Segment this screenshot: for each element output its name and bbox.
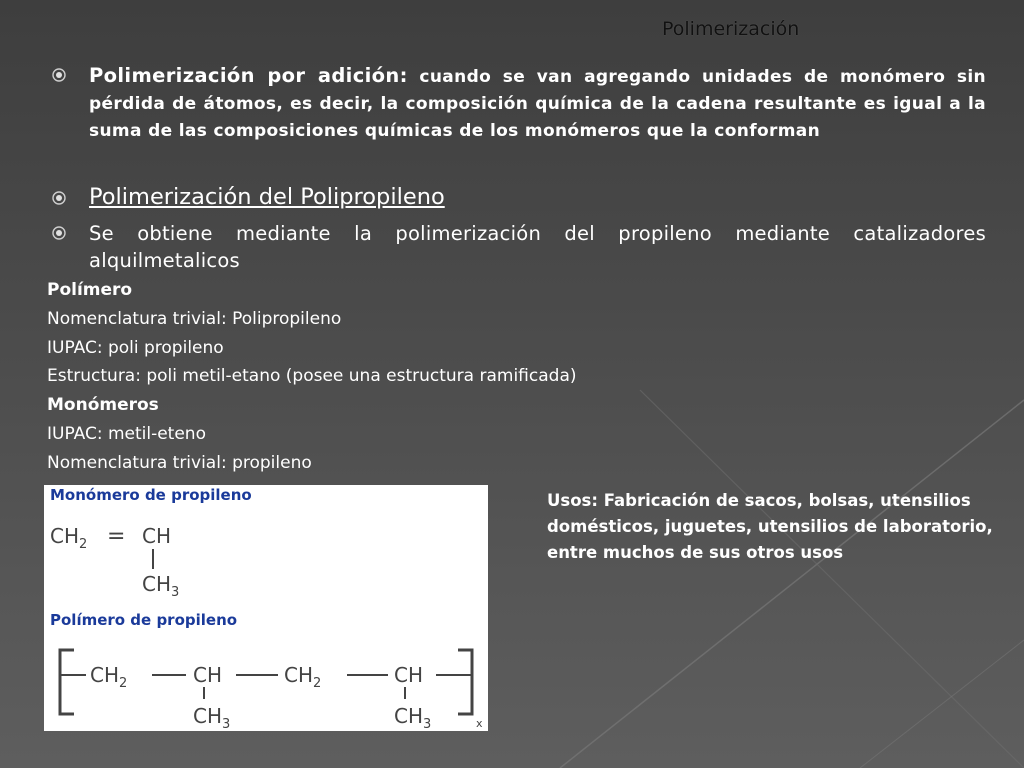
monomer-ch: CH <box>142 524 172 548</box>
polimero-nomenclatura-trivial: Nomenclatura trivial: Polipropileno <box>47 308 342 329</box>
monomer-title: Monómero de propileno <box>50 486 252 504</box>
polymer-ch2-a-base: CH <box>90 663 120 687</box>
polymer-ch-a: CH <box>193 663 223 687</box>
polymer-info-list <box>47 276 577 478</box>
bullet-polimerizacion-adicion <box>52 62 986 145</box>
polymer-ch3-a-base: CH <box>193 704 223 728</box>
polimero-iupac: IUPAC: poli propileno <box>47 337 224 358</box>
bullet-text <box>89 62 986 145</box>
monomer-ch3-sub: 3 <box>171 585 180 600</box>
polymer-ch2-b-base: CH <box>284 663 314 687</box>
structure-drawing <box>44 485 488 731</box>
polymer-ch-b: CH <box>394 663 424 687</box>
monomeros-iupac: IUPAC: metil-eteno <box>47 423 206 444</box>
polymer-ch2-b <box>284 663 321 691</box>
polymer-ch2-a-sub: 2 <box>119 676 128 691</box>
polymer-ch3-b-sub: 3 <box>423 717 432 731</box>
usos-text: Usos: Fabricación de sacos, bolsas, utensilios domésticos, juguetes, utensilios de laboratorio, entre muchos de sus otros usos <box>547 491 993 562</box>
radio-bullet-icon <box>52 191 66 205</box>
polymer-ch3-a <box>193 704 230 731</box>
monomer-ch3 <box>142 572 179 600</box>
bullet-body: cuando se van agregando unidades de monómero sin pérdida de átomos, es decir, la composición química de la cadena resultante es igual a la suma de las composiciones químicas de los monómeros que la conforman <box>89 67 986 141</box>
polymer-title: Polímero de propileno <box>50 611 238 629</box>
slide-title: Polimerización <box>662 18 800 40</box>
propylene-structure-figure <box>44 485 488 731</box>
polymer-right-bracket <box>458 650 472 714</box>
monomer-double-bond: = <box>107 524 126 549</box>
polymer-repeat-index: x <box>476 717 483 730</box>
monomer-ch3-base: CH <box>142 572 172 596</box>
polymer-ch2-a <box>90 663 127 691</box>
bullet-heading: Polimerización del Polipropileno <box>89 184 445 210</box>
bullet-lead: Polimerización por adición: <box>89 64 408 87</box>
polymer-ch2-b-sub: 2 <box>313 676 322 691</box>
monomer-ch2-sub: 2 <box>79 537 88 552</box>
monomeros-nomenclatura-trivial: Nomenclatura trivial: propileno <box>47 452 312 473</box>
polimero-heading: Polímero <box>47 280 133 300</box>
radio-bullet-icon <box>52 68 66 82</box>
polimero-estructura: Estructura: poli metil-etano (posee una estructura ramificada) <box>47 366 577 387</box>
polymer-left-bracket <box>60 650 74 714</box>
monomer-ch2 <box>50 524 87 552</box>
radio-bullet-icon <box>52 226 66 240</box>
bullet-obtencion <box>52 220 986 274</box>
bullet-polimerizacion-polipropileno <box>52 182 986 212</box>
monomeros-heading: Monómeros <box>47 395 159 416</box>
polymer-ch3-b <box>394 704 431 731</box>
polymer-ch3-a-sub: 3 <box>222 717 231 731</box>
bullet-text: Se obtiene mediante la polimerización del propileno mediante catalizadores alquilmetalicos <box>89 222 986 272</box>
monomer-ch2-base: CH <box>50 524 80 548</box>
polymer-ch3-b-base: CH <box>394 704 424 728</box>
